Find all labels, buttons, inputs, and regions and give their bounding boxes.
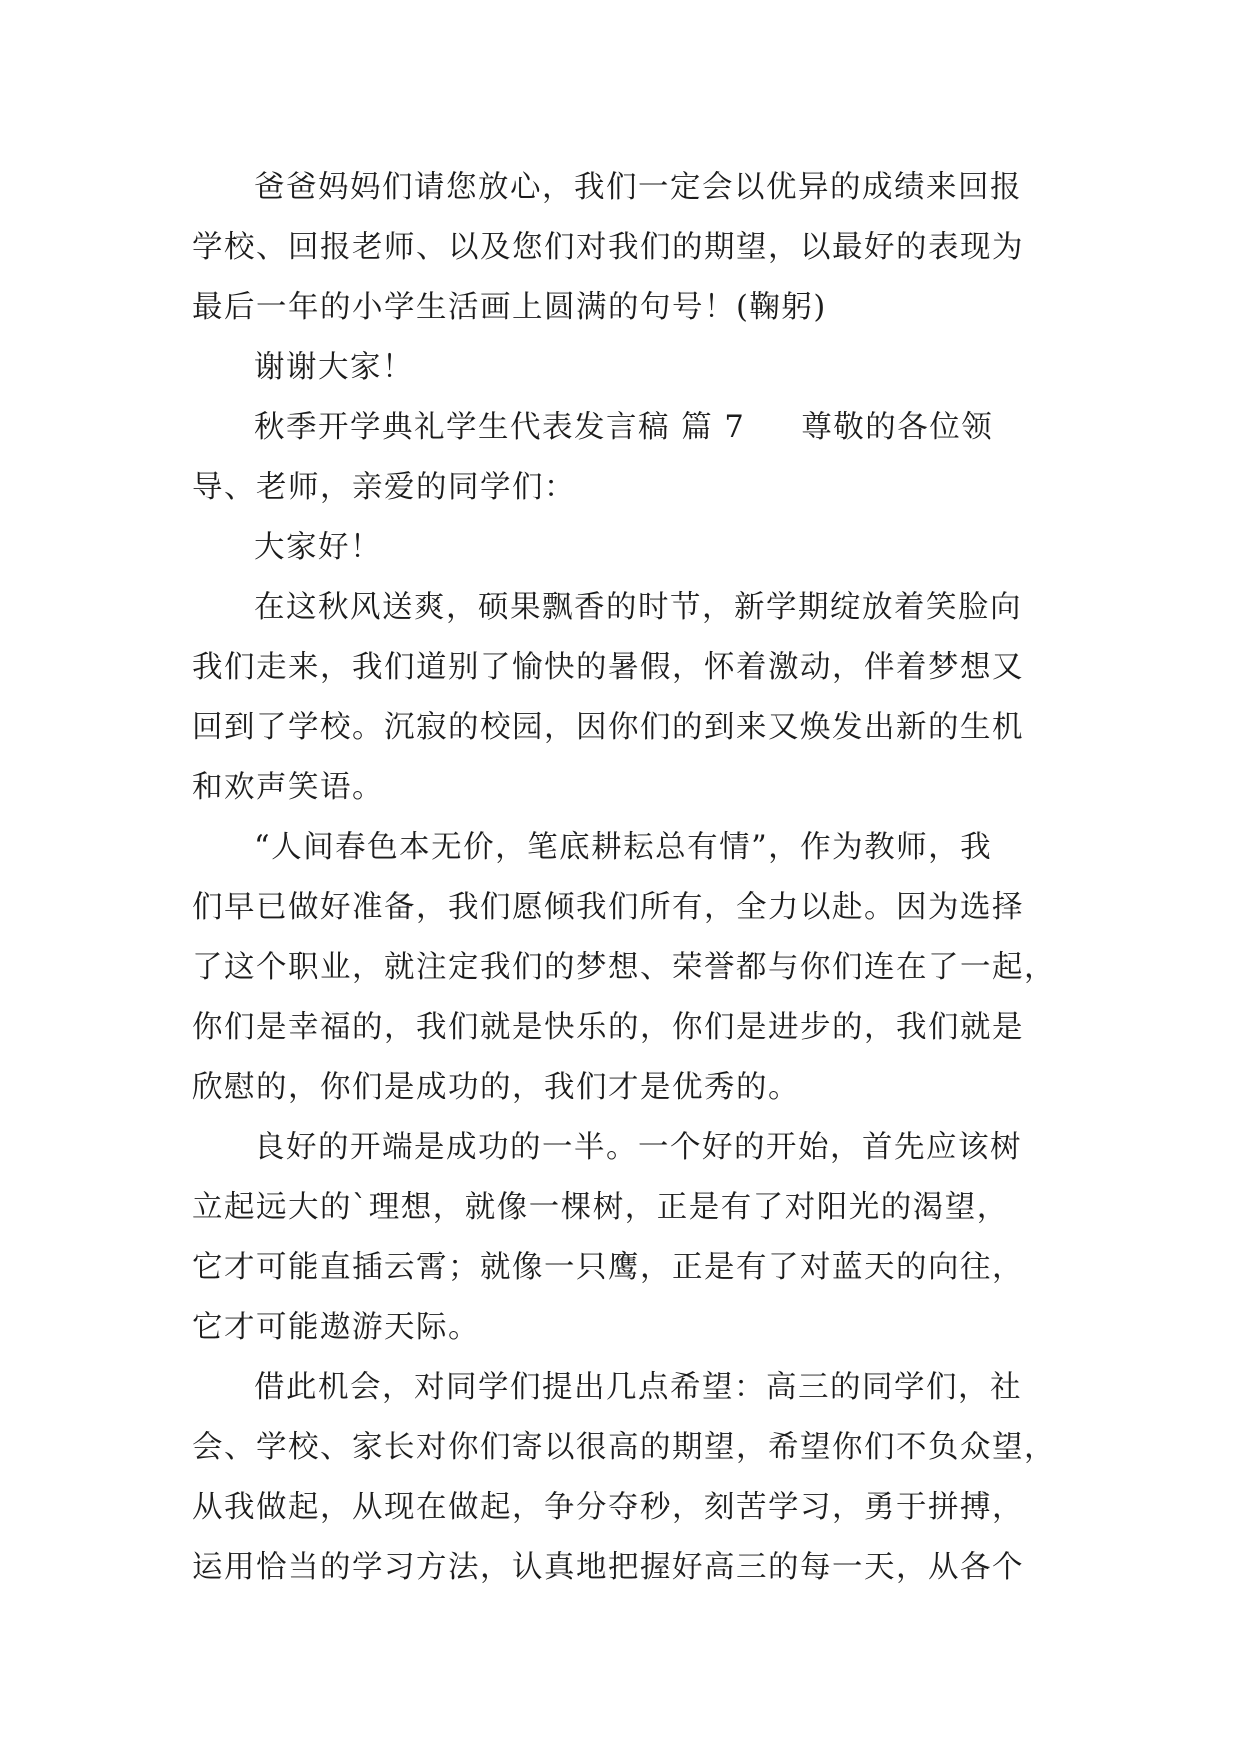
paragraph-line: 和欢声笑语。 [192,770,384,805]
paragraph-line: 在这秋风送爽，硕果飘香的时节，新学期绽放着笑脸向 [254,590,1022,625]
paragraph-line: 它才可能遨游天际。 [192,1310,480,1345]
paragraph-line: 运用恰当的学习方法，认真地把握好高三的每一天，从各个 [192,1550,1024,1585]
paragraph-line: “人间春色本无价，笔底耕耘总有情”，作为教师，我 [254,830,993,865]
section-heading [192,398,1072,458]
paragraph-line: 导、老师，亲爱的同学们： [192,470,576,505]
paragraph-line: 大家好！ [254,530,382,565]
paragraph-line: 我们走来，我们道别了愉快的暑假，怀着激动，伴着梦想又 [192,650,1024,685]
section-title: 秋季开学典礼学生代表发言稿 [254,410,670,445]
paragraph-line: 立起远大的`理想，就像一棵树，正是有了对阳光的渴望， [192,1190,1009,1225]
document-body [192,158,1072,1598]
paragraph-line: 良好的开端是成功的一半。一个好的开始，首先应该树 [254,1130,1022,1165]
paragraph-line: 谢谢大家！ [254,350,414,385]
paragraph-line: 学校、回报老师、以及您们对我们的期望，以最好的表现为 [192,230,1024,265]
paragraph-line: 回到了学校。沉寂的校园，因你们的到来又焕发出新的生机 [192,710,1024,745]
paragraph-line: 你们是幸福的，我们就是快乐的，你们是进步的，我们就是 [192,1010,1024,1045]
paragraph-line: 从我做起，从现在做起，争分夺秒，刻苦学习，勇于拼搏， [192,1490,1024,1525]
salutation-start: 尊敬的各位领 [801,410,994,445]
paragraph-line: 了这个职业，就注定我们的梦想、荣誉都与你们连在了一起， [192,950,1056,985]
paragraph-line: 借此机会，对同学们提出几点希望：高三的同学们，社 [254,1370,1022,1405]
paragraph-line: 们早已做好准备，我们愿倾我们所有，全力以赴。因为选择 [192,890,1024,925]
section-number: 篇 7 [681,410,746,445]
paragraph-line: 欣慰的，你们是成功的，我们才是优秀的。 [192,1070,800,1105]
paragraph-line: 最后一年的小学生活画上圆满的句号！(鞠躬) [192,290,827,325]
paragraph-line: 它才可能直插云霄；就像一只鹰，正是有了对蓝天的向往， [192,1250,1024,1285]
paragraph-line: 爸爸妈妈们请您放心，我们一定会以优异的成绩来回报 [254,170,1022,205]
paragraph-line: 会、学校、家长对你们寄以很高的期望，希望你们不负众望， [192,1430,1056,1465]
